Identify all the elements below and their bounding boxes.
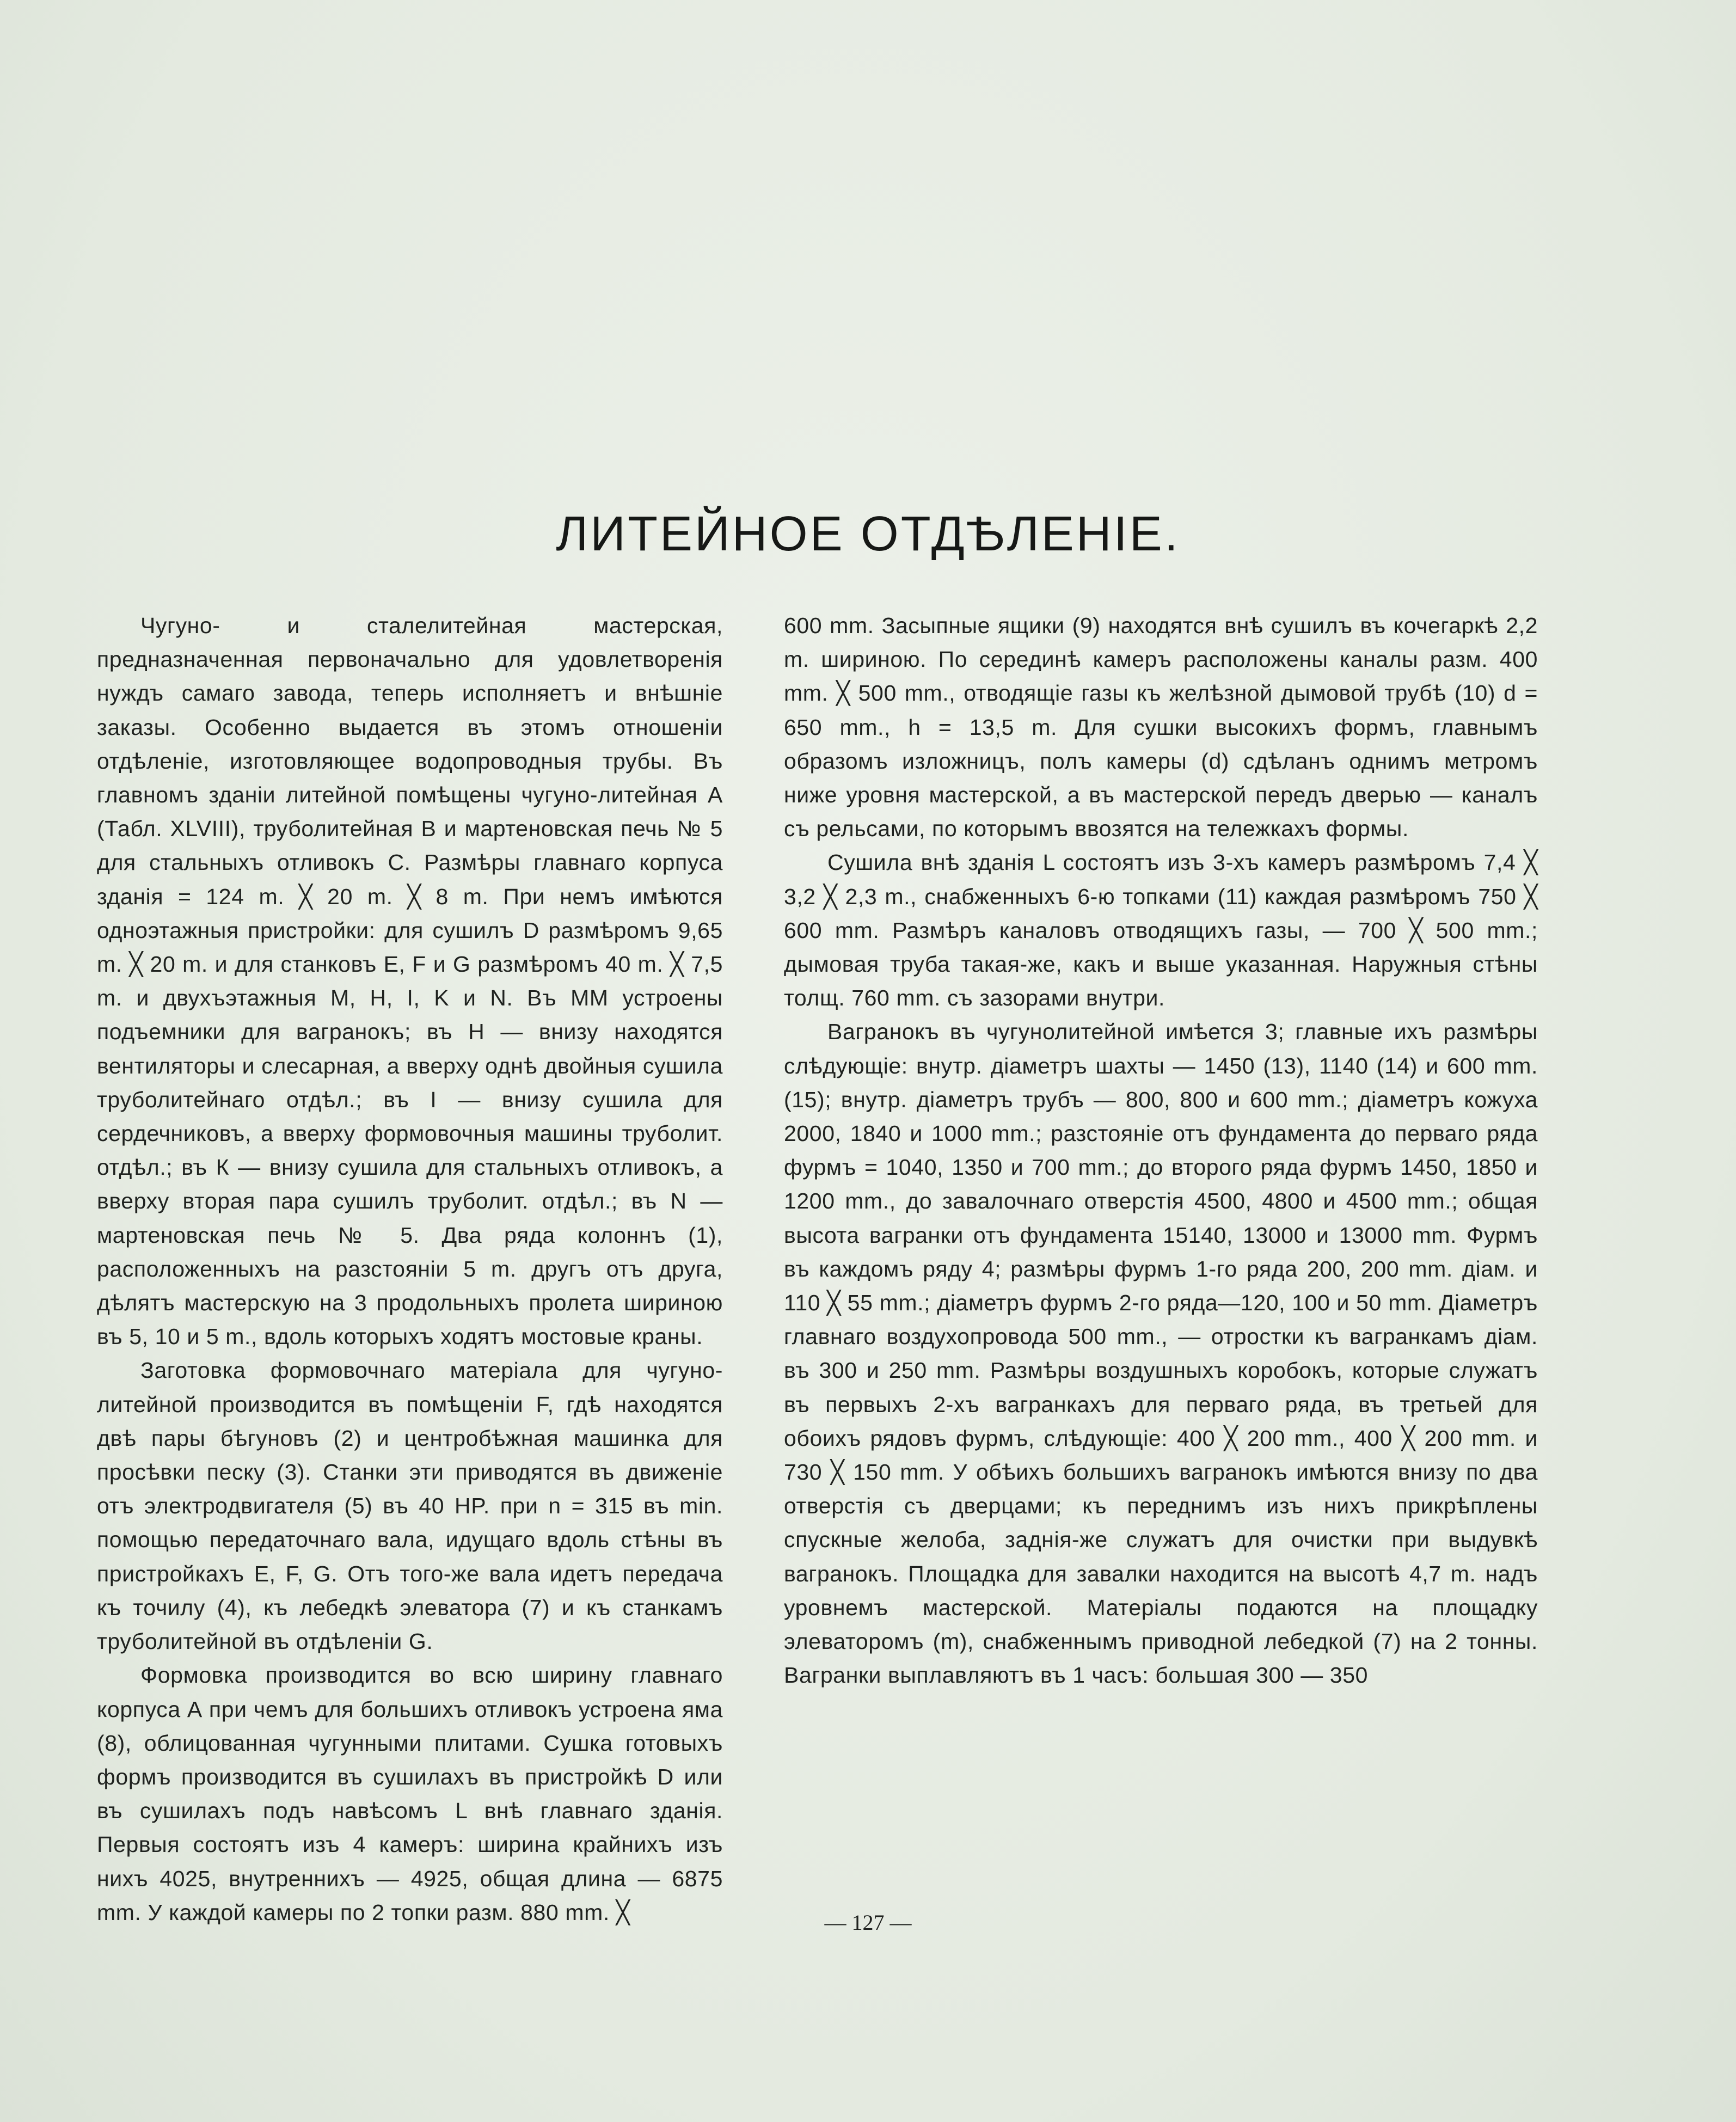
paragraph: Чугуно- и сталелитейная мастерская, предназначенная первоначально для удовлетворенія нуждъ самаго завода, теперь исполняетъ и внѣшніе заказы. Особенно выдается въ этомъ отношеніи отдѣленіе, изготовляющее водопроводныя трубы. Въ главномъ зданіи литейной помѣщены чугуно-литейная А (Табл. XLVIII), труболитейная В и мартеновская печь № 5 для стальныхъ отливокъ С. Размѣры главнаго корпуса зданія = 124 m. ╳ 20 m. ╳ 8 m. При немъ имѣются одноэтажныя пристройки: для сушилъ D размѣромъ 9,65 m. ╳ 20 m. и для станковъ E, F и G размѣромъ 40 m. ╳ 7,5 m. и двухъэтажныя M, H, I, K и N. Въ ММ устроены подъемники для вагранокъ; въ Н — внизу находятся вентиляторы и слесарная, а вверху однѣ двойныя сушила труболитейнаго отдѣл.; въ І — внизу сушила для сердечниковъ, а вверху формовочныя машины труболит. отдѣл.; въ К — внизу сушила для стальныхъ отливокъ, а вверху вторая пара сушилъ труболит. отдѣл.; въ N — мартеновская печь № 5. Два ряда колоннъ (1), расположенныхъ на разстояніи 5 m. другъ отъ друга, дѣлятъ мастерскую на 3 продольныхъ пролета шириною въ 5, 10 и 5 m., вдоль которыхъ ходятъ мостовые краны. xyxy=(97,613,723,1350)
left-column xyxy=(97,609,723,1929)
paragraph: 600 mm. Засыпные ящики (9) находятся внѣ сушилъ въ кочегаркѣ 2,2 m. шириною. По серединѣ камеръ расположены каналы разм. 400 mm. ╳ 500 mm., отводящіе газы къ желѣзной дымовой трубѣ (10) d = 650 mm., h = 13,5 m. Для сушки высокихъ формъ, главнымъ образомъ изложницъ, полъ камеры (d) сдѣланъ однимъ метромъ ниже уровня мастерской, а въ мастерской передъ дверью — каналъ съ рельсами, по которымъ ввозятся на тележкахъ формы. xyxy=(784,613,1538,842)
paragraph: Формовка производится во всю ширину главнаго корпуса А при чемъ для большихъ отливокъ устроена яма (8), облицованная чугунными плитами. Сушка готовыхъ формъ производится въ сушилахъ въ пристройкѣ D или въ сушилахъ подъ навѣсомъ L внѣ главнаго зданія. Первыя состоятъ изъ 4 камеръ: ширина крайнихъ изъ нихъ 4025, внутреннихъ — 4925, общая длина — 6875 mm. У каждой камеры по 2 топки разм. 880 mm. ╳ xyxy=(97,1663,723,1925)
paragraph: Сушила внѣ зданія L состоятъ изъ 3-хъ камеръ размѣромъ 7,4 ╳ 3,2 ╳ 2,3 m., снабженныхъ 6-ю топками (11) каждая размѣромъ 750 ╳ 600 mm. Размѣръ каналовъ отводящихъ газы, — 700 ╳ 500 mm.; дымовая труба такая-же, какъ и выше указанная. Наружныя стѣны толщ. 760 mm. съ зазорами внутри. xyxy=(784,850,1538,1011)
right-column xyxy=(784,609,1538,1692)
page-title: ЛИТЕЙНОЕ ОТДѢЛЕНІЕ. xyxy=(556,507,1180,561)
paragraph: Вагранокъ въ чугунолитейной имѣется 3; главные ихъ размѣры слѣдующіе: внутр. діаметръ шахты — 1450 (13), 1140 (14) и 600 mm. (15); внутр. діаметръ трубъ — 800, 800 и 600 mm.; діаметръ кожуха 2000, 1840 и 1000 mm.; разстояніе отъ фундамента до перваго ряда фурмъ = 1040, 1350 и 700 mm.; до второго ряда фурмъ 1450, 1850 и 1200 mm., до завалочнаго отверстія 4500, 4800 и 4500 mm.; общая высота вагранки отъ фундамента 15140, 13000 и 13000 mm. Фурмъ въ каждомъ ряду 4; размѣры фурмъ 1-го ряда 200, 200 mm. діам. и 110 ╳ 55 mm.; діаметръ фурмъ 2-го ряда—120, 100 и 50 mm. Діаметръ главнаго воздухопровода 500 mm., — отростки къ вагранкамъ діам. въ 300 и 250 mm. Размѣры воздушныхъ коробокъ, которые служатъ въ первыхъ 2-хъ вагранкахъ для перваго ряда, въ третьей для обоихъ рядовъ фурмъ, слѣдующіе: 400 ╳ 200 mm., 400 ╳ 200 mm. и 730 ╳ 150 mm. У обѣихъ большихъ вагранокъ имѣются внизу по два отверстія съ дверцами; къ переднимъ изъ нихъ прикрѣплены спускные желоба, заднія-же служатъ для очистки при выдувкѣ вагранокъ. Площадка для завалки находится на высотѣ 4,7 m. надъ уровнемъ мастерской. Матеріалы подаются на площадку элеваторомъ (m), снабженнымъ приводной лебедкой (7) на 2 тонны. Вагранки выплавляютъ въ 1 часъ: большая 300 — 350 xyxy=(784,1019,1538,1688)
paragraph: Заготовка формовочнаго матеріала для чугуно-литейной производится въ помѣщеніи F, гдѣ находятся двѣ пары бѣгуновъ (2) и центробѣжная машинка для просѣвки песку (3). Станки эти приводятся въ движеніе отъ электродвигателя (5) въ 40 HP. при n = 315 въ min. помощью передаточнаго вала, идущаго вдоль стѣны въ пристройкахъ E, F, G. Отъ того-же вала идетъ передача къ точилу (4), къ лебедкѣ элеватора (7) и къ станкамъ труболитейной въ отдѣленіи G. xyxy=(97,1358,723,1654)
page-number: — 127 — xyxy=(824,1910,912,1935)
